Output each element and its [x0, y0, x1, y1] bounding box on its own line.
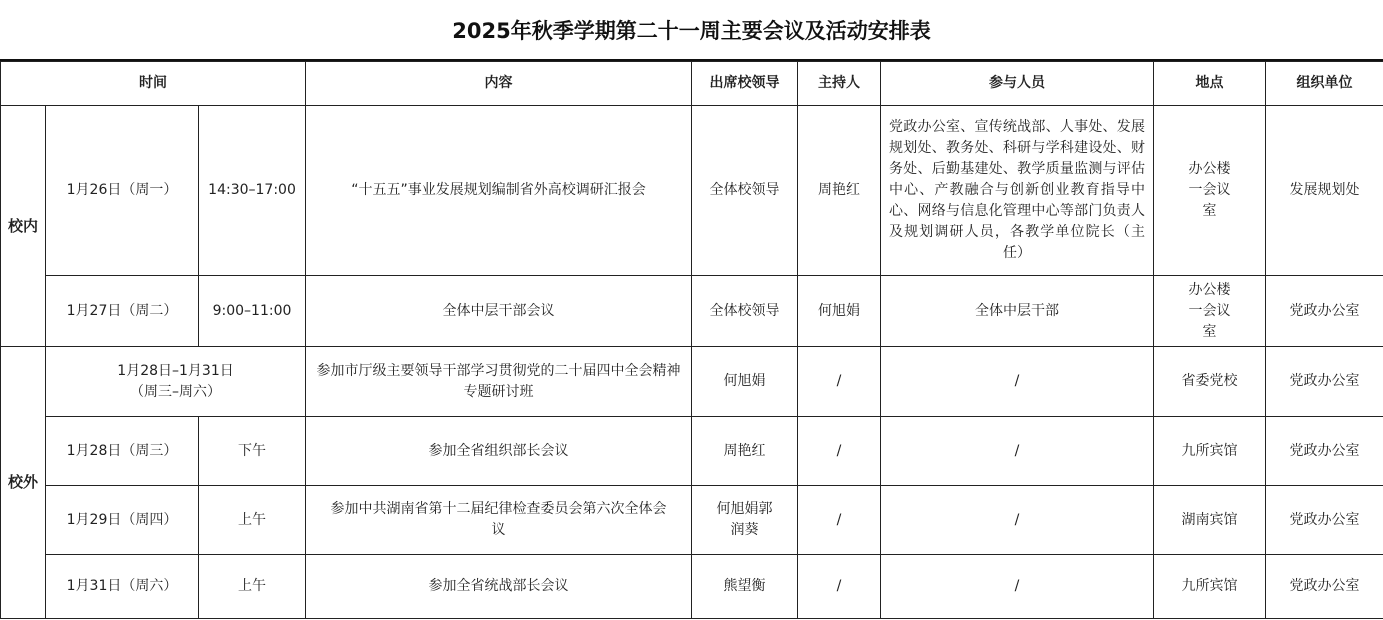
schedule-table	[0, 61, 1383, 619]
row-content: 参加市厅级主要领导干部学习贯彻党的二十届四中全会精神专题研讨班	[306, 347, 692, 417]
row-organizer: 发展规划处	[1266, 106, 1383, 276]
table-row	[1, 347, 1383, 417]
header-host: 主持人	[798, 62, 881, 106]
row-location: 湖南宾馆	[1154, 486, 1266, 555]
row-content: 参加全省组织部长会议	[306, 417, 692, 486]
row-time: 下午	[199, 417, 306, 486]
section-on-campus: 校内	[1, 106, 46, 347]
row-time: 上午	[199, 486, 306, 555]
row-host: /	[798, 417, 881, 486]
table-row	[1, 276, 1383, 347]
row-location: 省委党校	[1154, 347, 1266, 417]
row-host: 周艳红	[798, 106, 881, 276]
row-content: “十五五”事业发展规划编制省外高校调研汇报会	[306, 106, 692, 276]
row-leader: 全体校领导	[692, 276, 798, 347]
row-organizer: 党政办公室	[1266, 486, 1383, 555]
row-date: 1月28日–1月31日（周三–周六）	[46, 347, 306, 417]
header-participants: 参与人员	[881, 62, 1154, 106]
row-participants: 党政办公室、宣传统战部、人事处、发展规划处、教务处、科研与学科建设处、财务处、后勤基建处、教学质量监测与评估中心、产教融合与创新创业教育指导中心、网络与信息化管理中心等部门负责人及规划调研人员，各教学单位院长（主任）	[881, 106, 1154, 276]
row-leader: 全体校领导	[692, 106, 798, 276]
row-participants: /	[881, 417, 1154, 486]
row-location: 办公楼一会议室	[1154, 106, 1266, 276]
row-host: 何旭娟	[798, 276, 881, 347]
row-location: 九所宾馆	[1154, 555, 1266, 619]
row-leader: 周艳红	[692, 417, 798, 486]
row-date: 1月28日（周三）	[46, 417, 199, 486]
row-time: 上午	[199, 555, 306, 619]
row-leader: 何旭娟	[692, 347, 798, 417]
header-row	[1, 62, 1383, 106]
row-location: 办公楼一会议室	[1154, 276, 1266, 347]
table-row	[1, 555, 1383, 619]
page-title: 2025年秋季学期第二十一周主要会议及活动安排表	[0, 0, 1383, 61]
table-row	[1, 417, 1383, 486]
header-location: 地点	[1154, 62, 1266, 106]
row-host: /	[798, 347, 881, 417]
row-host: /	[798, 555, 881, 619]
row-organizer: 党政办公室	[1266, 417, 1383, 486]
row-time: 9:00–11:00	[199, 276, 306, 347]
row-participants: 全体中层干部	[881, 276, 1154, 347]
row-organizer: 党政办公室	[1266, 276, 1383, 347]
row-participants: /	[881, 486, 1154, 555]
row-organizer: 党政办公室	[1266, 347, 1383, 417]
row-content: 参加中共湖南省第十二届纪律检查委员会第六次全体会议	[306, 486, 692, 555]
header-time: 时间	[1, 62, 306, 106]
row-participants: /	[881, 555, 1154, 619]
header-content: 内容	[306, 62, 692, 106]
row-leader: 何旭娟郭润葵	[692, 486, 798, 555]
row-date: 1月29日（周四）	[46, 486, 199, 555]
row-leader: 熊望衡	[692, 555, 798, 619]
row-content: 参加全省统战部长会议	[306, 555, 692, 619]
row-organizer: 党政办公室	[1266, 555, 1383, 619]
header-organizer: 组织单位	[1266, 62, 1383, 106]
row-date: 1月27日（周二）	[46, 276, 199, 347]
row-location: 九所宾馆	[1154, 417, 1266, 486]
row-time: 14:30–17:00	[199, 106, 306, 276]
table-row	[1, 486, 1383, 555]
header-leader: 出席校领导	[692, 62, 798, 106]
table-row	[1, 106, 1383, 276]
row-date: 1月26日（周一）	[46, 106, 199, 276]
row-date: 1月31日（周六）	[46, 555, 199, 619]
row-host: /	[798, 486, 881, 555]
row-content: 全体中层干部会议	[306, 276, 692, 347]
section-off-campus: 校外	[1, 347, 46, 619]
row-participants: /	[881, 347, 1154, 417]
